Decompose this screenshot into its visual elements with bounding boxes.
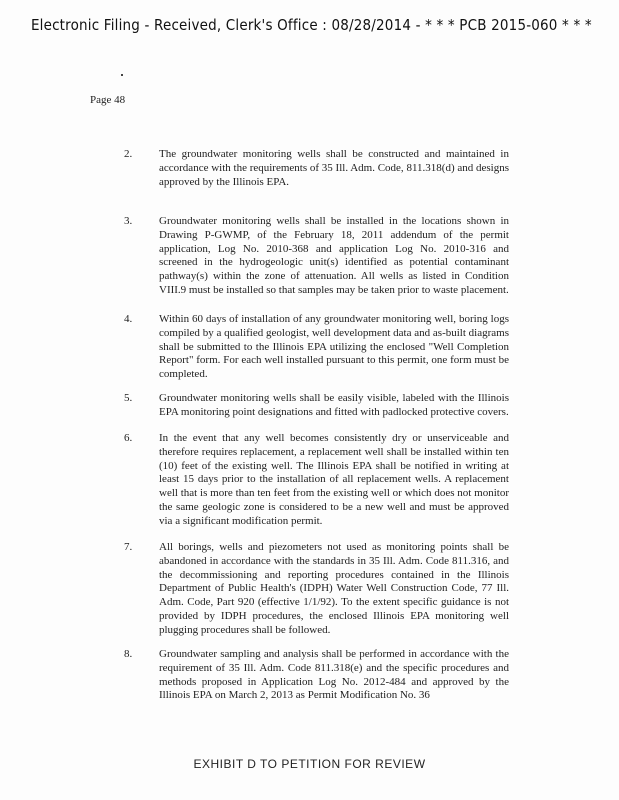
- item-text: Within 60 days of installation of any groundwater monitoring well, boring logs compiled by a qualified geologist, well development data and as-built diagrams shall be submitted to the Illinois EPA utilizing the enclosed "Well Completion Report" form. For each well installed pursuant to this permit, one form must be completed.: [159, 313, 509, 381]
- item-text: Groundwater monitoring wells shall be installed in the locations shown in Drawing P-GWMP, of the February 18, 2011 addendum of the permit application, Log No. 2010-368 and application Log No. 2010-316 and screened in the hydrogeologic unit(s) identified as potential contaminant pathway(s) within the zone of attenuation. All wells as listed in Condition VIII.9 must be installed so that samples may be taken prior to waste placement.: [159, 215, 509, 296]
- condition-item: [124, 392, 524, 420]
- page-label: Page 48: [90, 94, 126, 106]
- item-text: Groundwater monitoring wells shall be easily visible, labeled with the Illinois EPA monitoring point designations and fitted with padlocked protective covers.: [159, 392, 509, 418]
- condition-item: [124, 148, 524, 189]
- condition-item: [124, 432, 524, 529]
- condition-item: [124, 541, 524, 638]
- item-number: 8.: [124, 648, 133, 660]
- exhibit-footer: EXHIBIT D TO PETITION FOR REVIEW: [193, 757, 426, 771]
- filing-stamp: Electronic Filing - Received, Clerk's Office : 08/28/2014 - * * * PCB 2015-060 * * *: [30, 16, 592, 34]
- item-text: All borings, wells and piezometers not used as monitoring points shall be abandoned in accordance with the standards in 35 Ill. Adm. Code 811.316, and the decommissioning and reporting procedures contained in the Illinois Department of Public Health's (IDPH) Water Well Construction Code, 77 Ill. Adm. Code, Part 920 (effective 1/1/92). To the extent specific guidance is not provided by IDPH procedures, the enclosed Illinois EPA monitoring well plugging procedures shall be followed.: [159, 541, 509, 636]
- item-text: In the event that any well becomes consistently dry or unserviceable and therefore requires replacement, a replacement well shall be installed within ten (10) feet of the existing well. The Illinois EPA shall be notified in writing at least 15 days prior to the installation of all replacement wells. A replacement well that is more than ten feet from the existing well or which does not monitor the same geologic zone is considered to be a new well and must be approved via a significant modification permit.: [159, 432, 509, 527]
- item-number: 5.: [124, 392, 133, 404]
- item-number: 4.: [124, 313, 133, 325]
- item-number: 7.: [124, 541, 133, 553]
- item-text: Groundwater sampling and analysis shall be performed in accordance with the requirement of 35 Ill. Adm. Code 811.318(e) and the specific procedures and methods proposed in Application Log No. 2012-484 and approved by the Illinois EPA on March 2, 2013 as Permit Modification No. 36: [159, 648, 509, 702]
- item-text: The groundwater monitoring wells shall be constructed and maintained in accordance with the requirements of 35 Ill. Adm. Code, 811.318(d) and designs approved by the Illinois EPA.: [159, 148, 509, 188]
- item-number: 6.: [124, 432, 133, 444]
- scan-speck: [121, 74, 123, 76]
- condition-item: [124, 215, 524, 298]
- condition-item: [124, 313, 524, 382]
- item-number: 3.: [124, 215, 133, 227]
- item-number: 2.: [124, 148, 133, 160]
- condition-item: [124, 648, 524, 703]
